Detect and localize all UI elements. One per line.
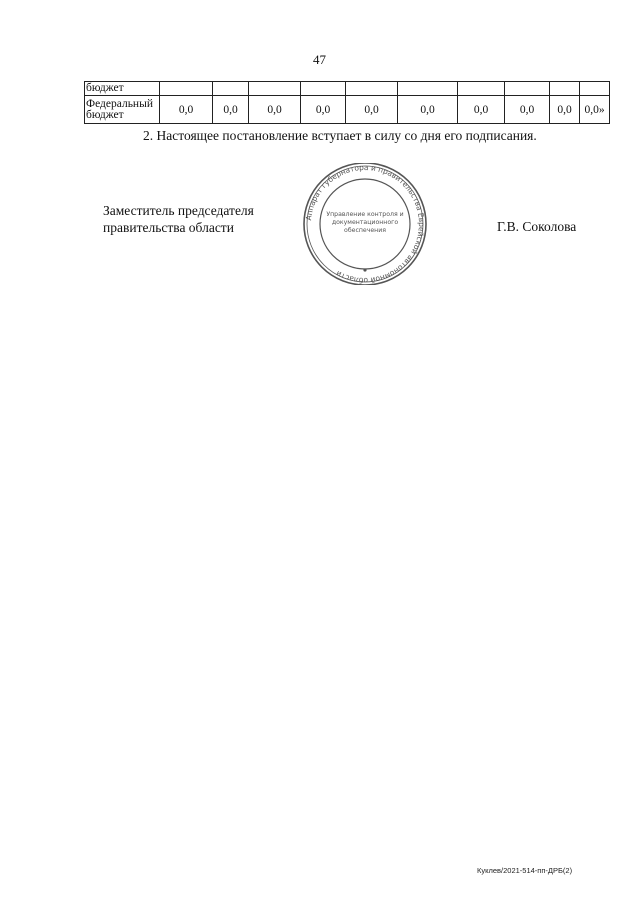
signer-title (103, 202, 254, 236)
row-label-budget: бюджет (85, 82, 160, 96)
seal-dot (363, 268, 366, 271)
table-cell: 0,0 (301, 96, 346, 124)
seal-inner-line: Управление контроля и (326, 211, 404, 218)
table-cell: 0,0 (249, 96, 301, 124)
table-cell: 0,0» (580, 96, 610, 124)
table-cell (505, 82, 550, 96)
signer-title-line: Заместитель председателя (103, 203, 254, 218)
seal-outer-textpath: Аппарат губернатора и правительства Еврейской автономной области (304, 163, 427, 285)
table-cell (301, 82, 346, 96)
signer-name: Г.В. Соколова (497, 219, 577, 234)
footer-code: Куклев/2021-514-пп-ДРБ(2) (477, 866, 573, 875)
table-cell (160, 82, 213, 96)
page-number: 47 (313, 52, 326, 67)
row-label-line: Федеральный (86, 97, 153, 110)
table-cell: 0,0 (346, 96, 398, 124)
seal-inner-line: обеспечения (344, 227, 386, 234)
row-label-line: бюджет (86, 108, 124, 121)
seal-inner-line: документационного (331, 219, 399, 226)
table-cell: 0,0 (458, 96, 505, 124)
table-cell (249, 82, 301, 96)
table-cell: 0,0 (213, 96, 249, 124)
table-row (85, 82, 610, 96)
table-cell (550, 82, 580, 96)
table-row (85, 96, 610, 124)
signer-title-line: правительства области (103, 220, 234, 235)
table-cell: 0,0 (160, 96, 213, 124)
table-cell: 0,0 (550, 96, 580, 124)
table-cell: 0,0 (398, 96, 458, 124)
official-seal (299, 163, 431, 285)
table-cell (398, 82, 458, 96)
table-cell (213, 82, 249, 96)
clause-text: 2. Настоящее постановление вступает в силу со дня его подписания. (143, 128, 537, 143)
budget-table (84, 81, 610, 124)
table-cell (458, 82, 505, 96)
row-label-federal-budget (85, 96, 160, 124)
table-cell (346, 82, 398, 96)
table-cell (580, 82, 610, 96)
table-cell: 0,0 (505, 96, 550, 124)
